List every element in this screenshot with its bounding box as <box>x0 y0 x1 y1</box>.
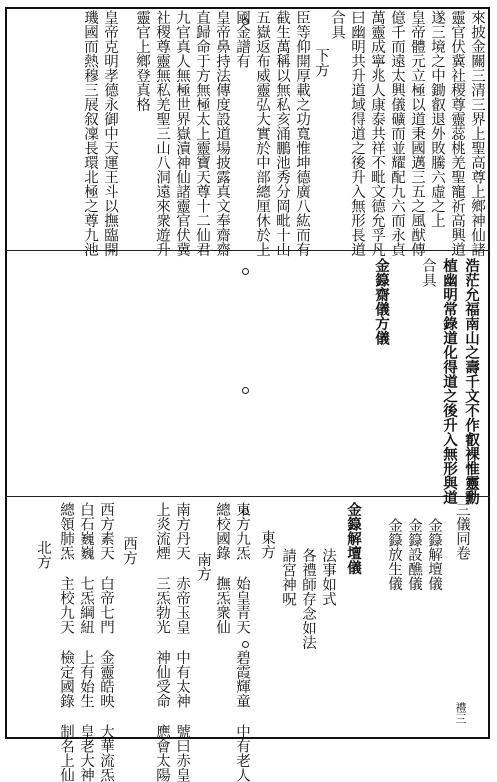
section-heading: 西方 <box>121 536 137 565</box>
section-heading: 東方 <box>259 530 275 559</box>
text-column: 西方素天 白帝七門 金靈皓映 大華流炁 <box>98 502 114 782</box>
text-column: 遂三境之中鋤叡退外敗騰六虛之上 <box>429 10 445 228</box>
section-heading: 南方 <box>195 552 211 581</box>
text-column: 法事如式 <box>320 548 336 606</box>
text-column: 白石巍巍 七炁綱紐 上有始生 皇老大神 <box>78 502 94 782</box>
text-column: 皇帝克明孝德永御中天運王斗以撫臨開 <box>102 10 118 257</box>
text-column: 靈官伏冀社稷尊靈蕊桃羌聖寵祈高興道 <box>449 10 465 257</box>
text-column: 請宮神呪 <box>280 548 296 606</box>
text-column: 總領肺炁 主校九天 檢定國錄 制名上仙 <box>58 502 74 782</box>
text-column: 國金譜有 <box>234 10 250 68</box>
section-title: 金籙齋儀方儀 <box>373 258 390 345</box>
text-column: 靈官上鄉登真格 <box>134 10 150 112</box>
text-column: 植幽明常錄道化得道之後升入無形與道 <box>441 258 458 505</box>
text-column: 東方九炁 始皇青天 碧霞輝童 中有老人 <box>234 502 250 782</box>
text-column: 九官真人無極世界嶽瀆神仙諸靈官伏冀 <box>174 10 190 257</box>
text-column: 璣國而熱穆三展叙凜長環北極之尊九池 <box>82 10 98 257</box>
toc-entry: 金籙設醮儀 <box>406 518 422 591</box>
binding-hole <box>242 387 249 394</box>
section-title: 三儀同卷 <box>454 502 470 560</box>
section-heading: 北方 <box>35 540 51 569</box>
text-column: 皇帝鼻持法傳度設道場披露真文奉齋齋 <box>214 10 230 257</box>
text-column: 萬靈成寧兆人康泰共祥不毗文德允孚凡 <box>369 10 385 257</box>
text-column: 億千而遠太興儀礦而並耀配九六而永貞 <box>389 10 405 257</box>
text-column: 南方丹天 赤帝玉皇 中有太神 號曰赤皇 <box>174 502 190 782</box>
section-heading: 下方 <box>313 48 329 77</box>
text-column: 社稷尊靈無私羌聖三山八洞遠來衆遊升 <box>154 10 170 257</box>
text-column: 合具 <box>329 10 345 39</box>
panel-divider-lower <box>5 496 490 497</box>
text-column: 臣等仰開厚載之功寬惟坤德廣八紘而有 <box>294 10 310 257</box>
text-column: 浩茫允福南山之壽千文不作叡裸惟靈勳 <box>463 258 480 505</box>
folio-mark: 禮三 <box>454 702 467 724</box>
toc-entry: 金籙解壇儀 <box>426 518 442 591</box>
text-column: 來披金關三清三界上聖高尊上鄉神仙諸 <box>469 10 485 257</box>
binding-hole <box>242 268 249 275</box>
text-column: 合具 <box>420 258 436 287</box>
text-column: 各禮師存念如法 <box>300 548 316 650</box>
text-column: 截生萬稱以無私亥涌鵬池秀分岡毗十山 <box>274 10 290 257</box>
section-title: 金籙解壇儀 <box>345 502 362 575</box>
text-column: 五嶽返布威靈弘大實於中部總厘休於上 <box>254 10 270 257</box>
text-column: 曰幽明共升道域得道之後升入無形長道 <box>349 10 365 257</box>
text-column: 皇帝體元立極以道秉國邁三五之風猷傳 <box>409 10 425 257</box>
text-column: 上炎流煙 三炁勃光 神仙受命 應會太陽 <box>154 502 170 782</box>
text-column: 直歸命于方無極太上靈寶天尊十二仙君 <box>194 10 210 257</box>
toc-entry: 金籙放生儀 <box>386 518 402 591</box>
text-column: 總校國錄 撫炁衆仙 <box>214 502 230 634</box>
